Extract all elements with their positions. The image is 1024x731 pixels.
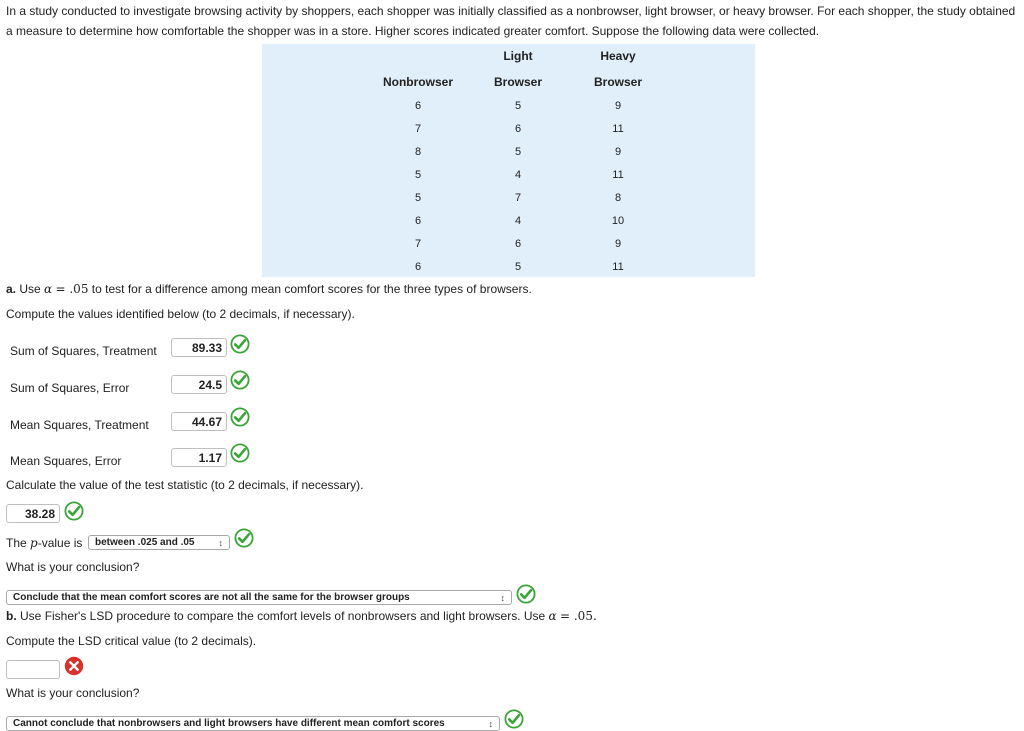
correct-check-icon <box>504 709 524 729</box>
header-light-bottom: Browser <box>493 75 543 89</box>
part-a-prompt: a. Use α = .05 to test for a difference among mean comfort scores for the three types of browsers. <box>6 282 532 296</box>
test-statistic-input[interactable]: 38.28 <box>6 504 60 523</box>
table-cell: 6 <box>514 238 522 250</box>
pvalue-select[interactable]: between .025 and .05 ↕︎ <box>88 535 230 550</box>
header-light-top: Light <box>503 49 533 63</box>
table-cell: 5 <box>514 261 522 273</box>
correct-check-icon <box>230 334 250 354</box>
alpha-symbol: α <box>44 282 53 296</box>
table-cell: 10 <box>611 215 625 227</box>
conclusion-select-b[interactable]: Cannot conclude that nonbrowsers and light browsers have different mean comfort scores ↕︎ <box>6 716 500 731</box>
alpha-symbol: α <box>548 609 557 623</box>
table-cell: 11 <box>612 169 624 181</box>
table-cell: 6 <box>414 100 422 112</box>
table-cell: 5 <box>514 146 522 158</box>
correct-check-icon <box>516 584 536 604</box>
test-statistic-instructions: Calculate the value of the test statistic (to 2 decimals, if necessary). <box>6 478 364 492</box>
table-cell: 4 <box>514 215 522 227</box>
compute-instructions: Compute the values identified below (to 2 decimals, if necessary). <box>6 307 355 321</box>
table-cell: 8 <box>414 146 422 158</box>
correct-check-icon <box>234 528 254 548</box>
ss-error-label: Sum of Squares, Error <box>10 381 130 395</box>
select-arrows-icon: ↕︎ <box>500 593 505 603</box>
header-nonbrowser: Nonbrowser <box>382 75 453 89</box>
ms-treatment-label: Mean Squares, Treatment <box>10 418 149 432</box>
header-heavy-bottom: Browser <box>593 75 643 89</box>
conclusion-question-a: What is your conclusion? <box>6 560 140 574</box>
part-b-label: b. <box>6 609 17 623</box>
table-cell: 7 <box>414 238 422 250</box>
incorrect-x-icon <box>64 656 84 676</box>
table-cell: 7 <box>414 123 422 135</box>
lsd-input[interactable] <box>6 660 60 679</box>
table-cell: 9 <box>614 238 622 250</box>
table-cell: 4 <box>514 169 522 181</box>
table-cell: 5 <box>414 169 422 181</box>
pvalue-label: The p-value is <box>6 536 83 550</box>
table-cell: 11 <box>612 123 624 135</box>
correct-check-icon <box>64 501 84 521</box>
ss-treatment-input[interactable]: 89.33 <box>171 338 227 357</box>
ms-error-input[interactable]: 1.17 <box>171 448 227 467</box>
conclusion-question-b: What is your conclusion? <box>6 686 140 700</box>
table-cell: 9 <box>614 100 622 112</box>
part-b-prompt: b. Use Fisher's LSD procedure to compare the comfort levels of nonbrowsers and light browsers. Use α = .05. <box>6 609 597 623</box>
table-cell: 5 <box>414 192 422 204</box>
conclusion-select-a[interactable]: Conclude that the mean comfort scores are not all the same for the browser groups ↕︎ <box>6 590 512 605</box>
ss-treatment-label: Sum of Squares, Treatment <box>10 344 157 358</box>
select-arrows-icon: ↕︎ <box>488 719 493 729</box>
table-cell: 9 <box>614 146 622 158</box>
part-a-label: a. <box>6 282 17 296</box>
correct-check-icon <box>230 407 250 427</box>
ms-treatment-input[interactable]: 44.67 <box>171 412 227 431</box>
lsd-instructions: Compute the LSD critical value (to 2 decimals). <box>6 634 257 648</box>
table-cell: 11 <box>612 261 624 273</box>
problem-intro: In a study conducted to investigate browsing activity by shoppers, each shopper was initially classified as a nonbrowser, light browser, or heavy browser. For each shopper, the study obtained a measure to determine how comfortable the shopper was in a store. Higher scores indicated greater comfort. Suppose the following data were collected. <box>6 4 1016 38</box>
ms-error-label: Mean Squares, Error <box>10 454 122 468</box>
table-cell: 6 <box>514 123 522 135</box>
table-cell: 6 <box>414 215 422 227</box>
select-arrows-icon: ↕︎ <box>218 538 223 548</box>
table-cell: 6 <box>414 261 422 273</box>
table-cell: 5 <box>514 100 522 112</box>
correct-check-icon <box>230 443 250 463</box>
table-cell: 8 <box>614 192 622 204</box>
header-heavy-top: Heavy <box>600 49 636 63</box>
correct-check-icon <box>230 370 250 390</box>
ss-error-input[interactable]: 24.5 <box>171 375 227 394</box>
table-cell: 7 <box>514 192 522 204</box>
